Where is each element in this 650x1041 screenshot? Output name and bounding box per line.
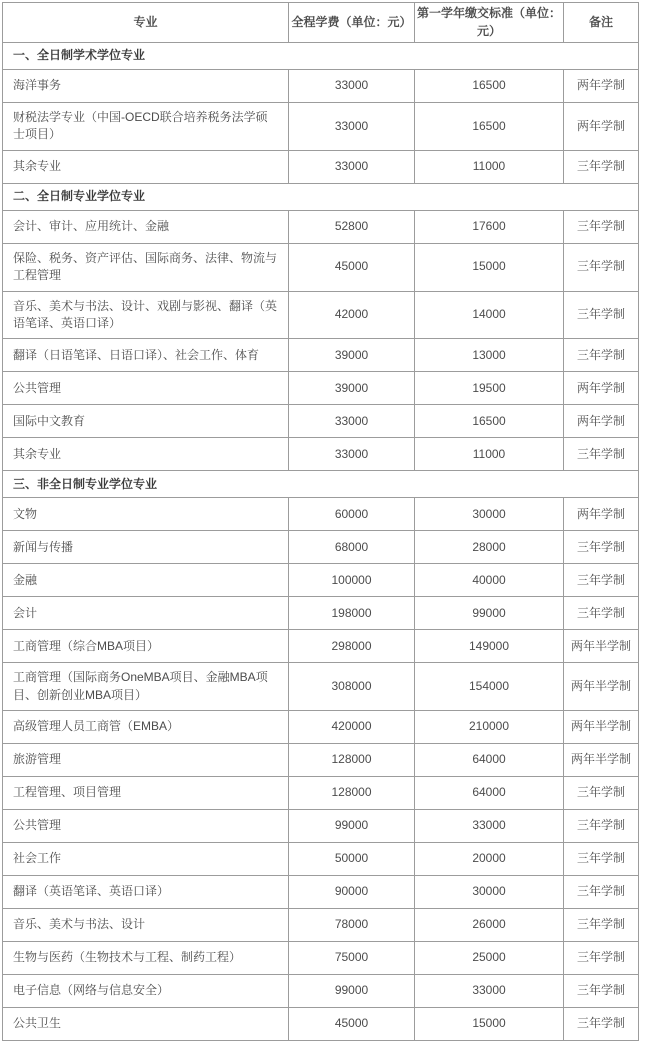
cell-note: 两年半学制 (564, 744, 639, 777)
col-header-major: 专业 (3, 3, 289, 43)
table-row (3, 597, 639, 630)
cell-first-year-fee: 20000 (415, 843, 564, 876)
cell-total-fee: 33000 (289, 150, 415, 183)
cell-first-year-fee: 64000 (415, 777, 564, 810)
table-row (3, 630, 639, 663)
table-row (3, 243, 639, 291)
cell-first-year-fee: 13000 (415, 339, 564, 372)
cell-note: 三年学制 (564, 843, 639, 876)
cell-total-fee: 99000 (289, 810, 415, 843)
table-row (3, 975, 639, 1008)
table-row (3, 810, 639, 843)
cell-note: 三年学制 (564, 291, 639, 339)
header-row (3, 3, 639, 43)
cell-major: 会计 (3, 597, 289, 630)
cell-first-year-fee: 15000 (415, 243, 564, 291)
cell-total-fee: 298000 (289, 630, 415, 663)
cell-major: 翻译（英语笔译、英语口译） (3, 876, 289, 909)
cell-major: 其余专业 (3, 438, 289, 471)
cell-total-fee: 90000 (289, 876, 415, 909)
cell-total-fee: 39000 (289, 372, 415, 405)
cell-total-fee: 100000 (289, 564, 415, 597)
cell-total-fee: 33000 (289, 438, 415, 471)
table-row (3, 843, 639, 876)
cell-first-year-fee: 17600 (415, 210, 564, 243)
section-row (3, 471, 639, 498)
cell-first-year-fee: 40000 (415, 564, 564, 597)
cell-major: 翻译（日语笔译、日语口译）、社会工作、体育 (3, 339, 289, 372)
table-row (3, 777, 639, 810)
cell-first-year-fee: 14000 (415, 291, 564, 339)
table-row (3, 876, 639, 909)
cell-total-fee: 60000 (289, 498, 415, 531)
cell-major: 国际中文教育 (3, 405, 289, 438)
cell-note: 三年学制 (564, 597, 639, 630)
cell-first-year-fee: 99000 (415, 597, 564, 630)
cell-note: 三年学制 (564, 942, 639, 975)
cell-note: 三年学制 (564, 909, 639, 942)
cell-total-fee: 52800 (289, 210, 415, 243)
table-row (3, 663, 639, 711)
cell-major: 工商管理（国际商务OneMBA项目、金融MBA项目、创新创业MBA项目） (3, 663, 289, 711)
table-row (3, 531, 639, 564)
cell-major: 公共管理 (3, 810, 289, 843)
cell-major: 旅游管理 (3, 744, 289, 777)
table-row (3, 909, 639, 942)
cell-major: 工商管理（综合MBA项目） (3, 630, 289, 663)
cell-first-year-fee: 33000 (415, 810, 564, 843)
cell-total-fee: 99000 (289, 975, 415, 1008)
cell-major: 高级管理人员工商管（EMBA） (3, 711, 289, 744)
cell-total-fee: 50000 (289, 843, 415, 876)
cell-note: 三年学制 (564, 210, 639, 243)
table-row (3, 438, 639, 471)
cell-first-year-fee: 25000 (415, 942, 564, 975)
cell-major: 公共卫生 (3, 1008, 289, 1041)
cell-first-year-fee: 30000 (415, 876, 564, 909)
cell-major: 保险、税务、资产评估、国际商务、法律、物流与工程管理 (3, 243, 289, 291)
table-row (3, 711, 639, 744)
cell-major: 音乐、美术与书法、设计 (3, 909, 289, 942)
table-row (3, 210, 639, 243)
cell-total-fee: 198000 (289, 597, 415, 630)
cell-first-year-fee: 15000 (415, 1008, 564, 1041)
cell-major: 工程管理、项目管理 (3, 777, 289, 810)
cell-major: 会计、审计、应用统计、金融 (3, 210, 289, 243)
cell-total-fee: 128000 (289, 744, 415, 777)
col-header-total-fee: 全程学费（单位：元） (289, 3, 415, 43)
section-title: 二、全日制专业学位专业 (3, 183, 639, 210)
cell-first-year-fee: 26000 (415, 909, 564, 942)
cell-note: 两年半学制 (564, 630, 639, 663)
cell-total-fee: 128000 (289, 777, 415, 810)
cell-first-year-fee: 28000 (415, 531, 564, 564)
cell-major: 电子信息（网络与信息安全） (3, 975, 289, 1008)
cell-note: 三年学制 (564, 1008, 639, 1041)
cell-note: 两年半学制 (564, 711, 639, 744)
cell-note: 三年学制 (564, 810, 639, 843)
cell-first-year-fee: 19500 (415, 372, 564, 405)
cell-major: 金融 (3, 564, 289, 597)
section-title: 一、全日制学术学位专业 (3, 43, 639, 70)
cell-note: 三年学制 (564, 339, 639, 372)
table-row (3, 150, 639, 183)
table-row (3, 339, 639, 372)
cell-note: 三年学制 (564, 531, 639, 564)
cell-total-fee: 33000 (289, 103, 415, 151)
section-title: 三、非全日制专业学位专业 (3, 471, 639, 498)
cell-note: 两年学制 (564, 372, 639, 405)
cell-note: 三年学制 (564, 975, 639, 1008)
cell-total-fee: 39000 (289, 339, 415, 372)
table-header (3, 3, 639, 43)
cell-note: 两年学制 (564, 103, 639, 151)
table-row (3, 372, 639, 405)
cell-total-fee: 42000 (289, 291, 415, 339)
cell-major: 其余专业 (3, 150, 289, 183)
table-body (3, 43, 639, 1041)
cell-note: 三年学制 (564, 564, 639, 597)
cell-note: 三年学制 (564, 876, 639, 909)
table-row (3, 291, 639, 339)
cell-total-fee: 33000 (289, 405, 415, 438)
col-header-note: 备注 (564, 3, 639, 43)
cell-first-year-fee: 30000 (415, 498, 564, 531)
cell-note: 两年学制 (564, 70, 639, 103)
cell-first-year-fee: 210000 (415, 711, 564, 744)
cell-major: 社会工作 (3, 843, 289, 876)
cell-major: 文物 (3, 498, 289, 531)
cell-first-year-fee: 11000 (415, 438, 564, 471)
cell-first-year-fee: 16500 (415, 103, 564, 151)
cell-first-year-fee: 16500 (415, 70, 564, 103)
cell-first-year-fee: 11000 (415, 150, 564, 183)
cell-note: 两年学制 (564, 498, 639, 531)
cell-major: 新闻与传播 (3, 531, 289, 564)
cell-note: 两年半学制 (564, 663, 639, 711)
cell-note: 三年学制 (564, 777, 639, 810)
cell-total-fee: 420000 (289, 711, 415, 744)
table-row (3, 405, 639, 438)
cell-total-fee: 68000 (289, 531, 415, 564)
cell-note: 三年学制 (564, 438, 639, 471)
col-header-first-year-fee: 第一学年缴交标准（单位：元） (415, 3, 564, 43)
cell-first-year-fee: 154000 (415, 663, 564, 711)
cell-major: 海洋事务 (3, 70, 289, 103)
section-row (3, 183, 639, 210)
section-row (3, 43, 639, 70)
cell-total-fee: 308000 (289, 663, 415, 711)
table-row (3, 103, 639, 151)
cell-note: 两年学制 (564, 405, 639, 438)
cell-total-fee: 75000 (289, 942, 415, 975)
cell-note: 三年学制 (564, 243, 639, 291)
cell-total-fee: 78000 (289, 909, 415, 942)
table-row (3, 744, 639, 777)
cell-first-year-fee: 33000 (415, 975, 564, 1008)
cell-major: 财税法学专业（中国-OECD联合培养税务法学硕士项目） (3, 103, 289, 151)
tuition-table (2, 2, 639, 1041)
cell-total-fee: 33000 (289, 70, 415, 103)
table-row (3, 564, 639, 597)
cell-note: 三年学制 (564, 150, 639, 183)
cell-major: 公共管理 (3, 372, 289, 405)
cell-first-year-fee: 149000 (415, 630, 564, 663)
table-row (3, 498, 639, 531)
cell-major: 音乐、美术与书法、设计、戏剧与影视、翻译（英语笔译、英语口译） (3, 291, 289, 339)
cell-total-fee: 45000 (289, 243, 415, 291)
cell-major: 生物与医药（生物技术与工程、制药工程） (3, 942, 289, 975)
cell-first-year-fee: 16500 (415, 405, 564, 438)
table-row (3, 70, 639, 103)
table-row (3, 942, 639, 975)
cell-first-year-fee: 64000 (415, 744, 564, 777)
cell-total-fee: 45000 (289, 1008, 415, 1041)
table-row (3, 1008, 639, 1041)
